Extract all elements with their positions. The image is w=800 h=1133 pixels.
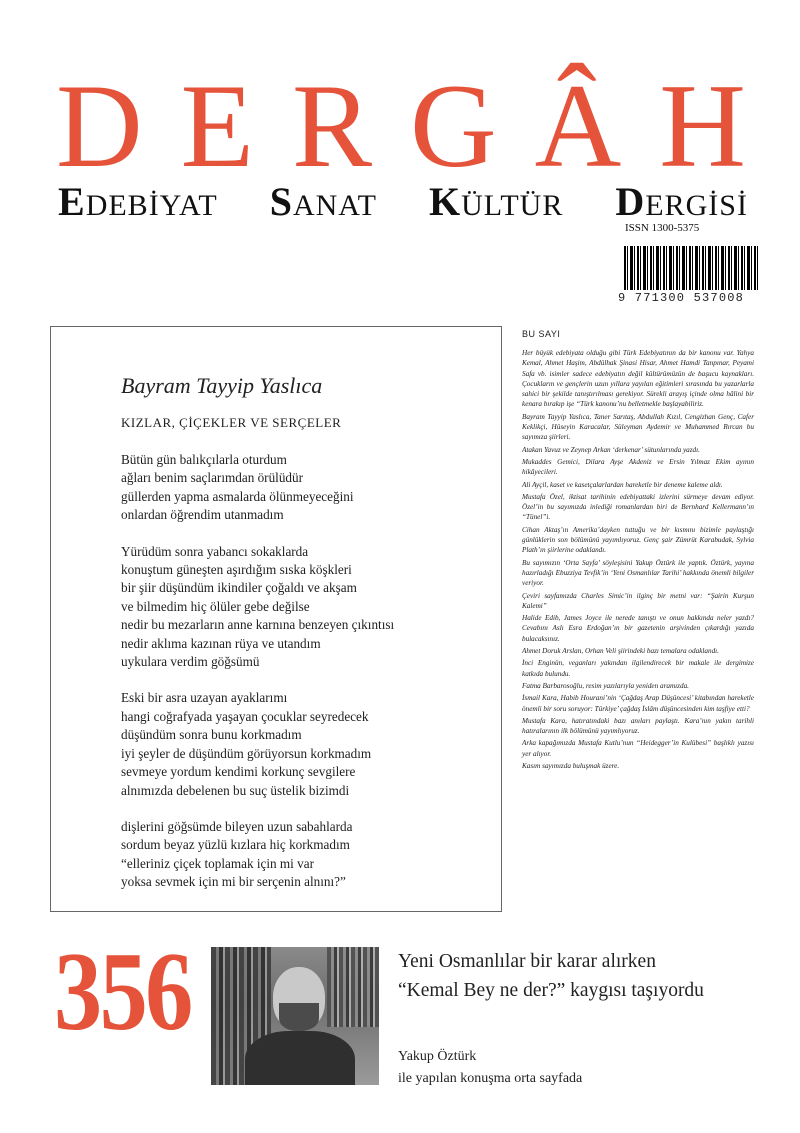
- issn-label: ISSN 1300-5375: [625, 222, 700, 234]
- barcode-icon: [624, 236, 758, 290]
- sidebar-paragraph: Kasım sayımızda buluşmak üzere.: [522, 761, 620, 770]
- poem-stanza: [121, 818, 481, 892]
- sidebar-paragraph: Ahmet Doruk Arslan, Orhan Veli şiirindeki bazı temalara odaklandı.: [522, 647, 719, 656]
- headline-line: Yeni Osmanlılar bir karar alırken: [398, 951, 656, 972]
- interview-credit: [398, 1046, 758, 1090]
- poem-line: Bütün gün balıkçılarla oturdum: [121, 452, 287, 467]
- poem-line: ve bilmedim hiç ölüler gebe değilse: [121, 598, 310, 614]
- poem-author: Bayram Tayyip Yaslıca: [121, 373, 323, 398]
- poem-box: [50, 326, 502, 912]
- sidebar-paragraph: Cihan Aktaş’ın Amerika’dayken tuttuğu ve bir kısmını bizimle paylaştığı günlüklerin son bölümünü yayımlıyoruz. Genç şair Zümrüt Karabudak, Sylvia Plath’ın şiirlerine odaklandı.: [522, 525, 754, 555]
- poem-line: iyi şeyler de düşündüm görüyorsun korkmadım: [121, 745, 372, 761]
- logo-letter: H: [659, 59, 746, 192]
- sidebar-paragraph: Bayram Tayyip Yaslıca, Taner Sarıtaş, Abdullah Kızıl, Cengizhan Genç, Cafer Keklikçi, Hüseyin Karacalar, Süleyman Aydemir ve Muhammed Rırcan bu sayımıza şiirleri.: [522, 412, 754, 442]
- poem-line: sordum beyaz yüzlü kızlara hiç korkmadım: [121, 837, 350, 853]
- sidebar-heading: BU SAYI: [522, 329, 561, 339]
- poem-line: bir şiir düşündüm ikindiler çoğaldı ve akşam: [121, 580, 357, 596]
- headline-line: “Kemal Bey ne der?” kaygısı taşıyordu: [398, 980, 704, 1001]
- sidebar-paragraph: Halide Edib, James Joyce ile nerede tanıştı ve onun hakkında neler yazdı? Cevabını Aslı Esra Erdoğan’ın bir gazetenin arşivinden çıkardığı yazıda bulacaksınız.: [522, 614, 754, 643]
- poem-line: uykulara verdim göğsümü: [121, 654, 260, 670]
- subtitle-word: DERGİSİ: [615, 179, 748, 224]
- poem-line: alnımızda debelenen bu suç üstelik bizimdi: [121, 782, 350, 798]
- poem-line: sevmeye yordum kendimi korkunç sevgilere: [121, 764, 356, 780]
- sidebar-paragraph: Mustafa Özel, iktisat tarihinin edebiyattaki izlerini sürmeye devam ediyor. Özel’in bu sayımızda inlediği romanlardan biri de Bernhard Kellermann’ın “Tünel”i.: [522, 492, 754, 522]
- sidebar-paragraph: Fatma Barbarosoğlu, resim yazılarıyla yeniden aramızda.: [522, 681, 689, 690]
- masthead: [56, 59, 746, 192]
- sidebar-text: [522, 348, 754, 771]
- logo-letter: R: [291, 59, 372, 192]
- portrait-photo: [211, 947, 379, 1085]
- sidebar-paragraph: Ali Ayçil, kaset ve kasetçalarlardan hareketle bir deneme kaleme aldı.: [522, 480, 723, 489]
- sidebar-paragraph: İnci Enginün, veganları yakından ilgilendirecek bir makale ile dergimize katkıda bulundu.: [522, 659, 754, 678]
- subtitle-word: SANAT: [269, 179, 377, 224]
- poem-line: güllerden yapma asmalarda ölünmeyeceğini: [121, 488, 354, 504]
- poem-line: nedir aklıma kazınan rüya ve utandım: [121, 635, 321, 651]
- sidebar-paragraph: Çeviri sayfamızda Charles Simic’in ilginç bir metni var: “Şairin Kurşun Kalemi”: [522, 591, 754, 610]
- sidebar-paragraph: Mukaddes Gemici, Dilara Ayşe Akdeniz ve Ersin Yılmaz Ekim ayının hikâyecileri.: [522, 457, 754, 477]
- logo-letter: D: [56, 59, 143, 192]
- logo-letter: E: [180, 59, 254, 192]
- logo-letter: Â: [534, 59, 622, 192]
- poem-line: onlardan öğrendim utanmadım: [121, 507, 284, 523]
- magazine-subtitle: [58, 179, 748, 224]
- subtitle-word: KÜLTÜR: [429, 179, 564, 224]
- contents-sidebar: [522, 329, 754, 773]
- poem-line: yoksa sevmek için mi bir serçenin alnını?”: [121, 874, 346, 890]
- logo-letter: G: [409, 59, 497, 192]
- subtitle-word: EDEBİYAT: [58, 179, 218, 224]
- sidebar-paragraph: Bu sayımızın ‘Orta Sayfa’ söyleşisini Yakup Öztürk ile yaptık. Öztürk, yayına hazırladığı Ebuzziya Tevfik’in ‘Yeni Osmanlılar Tarihi’ hakkında önemli bilgiler veriyor.: [522, 558, 754, 588]
- poem-line: hangi coğrafyada yaşayan çocuklar seyredecek: [121, 708, 369, 724]
- sidebar-paragraph: Mustafa Kara, hatıratındaki bazı anıları paylaştı. Kara’nın yakın tarihli hatıralarının ilk bölümünü yayımlıyoruz.: [522, 716, 754, 736]
- sidebar-paragraph: Atakan Yavuz ve Zeynep Arkan ‘derkenar’ sütunlarında yazdı.: [522, 445, 700, 454]
- sidebar-paragraph: İsmail Kara, Habib Hourani’nin ‘Çağdaş Arap Düşüncesi’ kitabından hareketle önemli bir soru soruyor: Türkiye’ çağdaş İslâm düşüncesinden kim taşfiye etti?: [522, 694, 754, 713]
- poem-title: KIZLAR, ÇİÇEKLER VE SERÇELER: [121, 415, 342, 430]
- cover-headline: [398, 947, 758, 1005]
- poem-line: dişlerini göğsümde bileyen uzun sabahlarda: [121, 818, 353, 834]
- poem-line: Eski bir asra uzayan ayaklarımı: [121, 690, 288, 706]
- poem-stanza: [121, 689, 481, 799]
- sidebar-paragraph: Her büyük edebiyata olduğu gibi Türk Edebiyatının da bir kanonu var. Yahya Kemal, Ahmet Haşim, Abdülhak Şinasi Hisar, Ahmet Hamdi Tanpınar, Peyami Safa vb. isimler sadece edebiyatın değil kültürümüzün de başucu kaynakları. Çocukların ve gençlerin uzun yıllara yayılan eğitimleri sırasında bu yazarlarla sahici bir şekilde tanıştırılması gerekiyor. Sürekli arayış içinde olma hâlini bir kenara bırakıp işe “Türk kanonu’nu belletmekle başlayabiliriz.: [522, 349, 754, 409]
- credit-line: ile yapılan konuşma orta sayfada: [398, 1071, 583, 1086]
- poem-line: “elleriniz çiçek toplamak için mi var: [121, 855, 314, 871]
- poem-body: [121, 451, 481, 892]
- poem-stanza: [121, 451, 481, 525]
- issue-number: 356: [54, 930, 191, 1054]
- magazine-logo: [56, 59, 746, 192]
- sidebar-paragraph: Arka kapağımızda Mustafa Kutlu’nun “Heidegger’in Kulübesi” başlıklı yazısı yer alıyor.: [522, 739, 754, 758]
- barcode-number: 9 771300 537008: [618, 291, 745, 305]
- poem-line: düşündüm sonra bunu korkmadım: [121, 727, 302, 743]
- poem-stanza: [121, 543, 481, 672]
- poem-line: ağları benim saçlarımdan örülüdür: [121, 470, 303, 486]
- poem-line: Yürüdüm sonra yabancı sokaklarda: [121, 543, 309, 559]
- poem-line: nedir bu mezarların anne karnına benzeyen çıkıntısı: [121, 617, 395, 633]
- poem-line: konuştum güneşten aşırdığım sıska köşkleri: [121, 562, 352, 578]
- interviewee-name: Yakup Öztürk: [398, 1049, 477, 1064]
